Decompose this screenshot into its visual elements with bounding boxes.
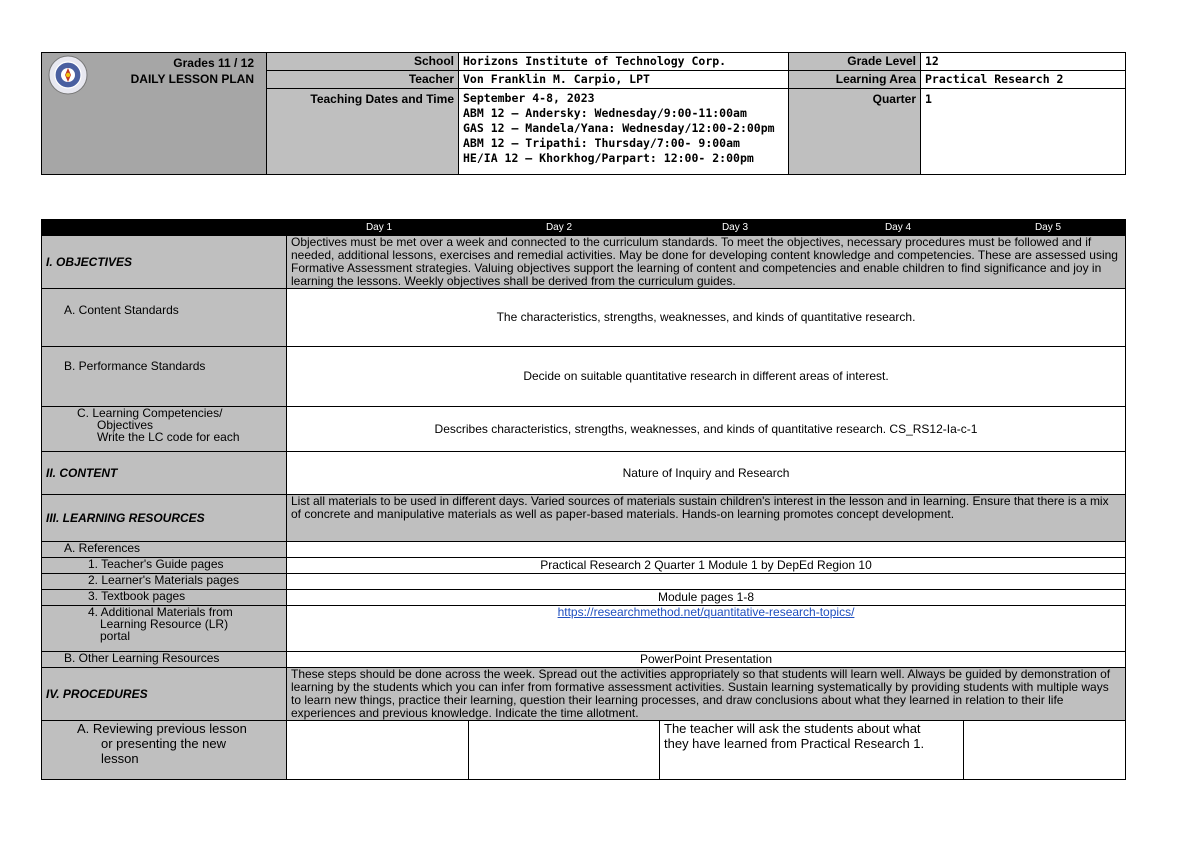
teachers-guide-label: 1. Teacher's Guide pages bbox=[42, 558, 287, 574]
day-label: Day 3 bbox=[721, 222, 749, 233]
dates-line: ABM 12 – Andersky: Wednesday/9:00-11:00am bbox=[463, 106, 747, 120]
procedure-a-day4 bbox=[964, 721, 1126, 780]
teachers-guide-value: Practical Research 2 Quarter 1 Module 1 by DepEd Region 10 bbox=[287, 558, 1126, 574]
references-label: A. References bbox=[42, 542, 287, 558]
content-row bbox=[42, 452, 1126, 495]
objectives-row bbox=[42, 236, 1126, 289]
lc-label-line: C. Learning Competencies/ bbox=[77, 406, 223, 420]
procedure-a-day2 bbox=[469, 721, 660, 780]
learning-competencies-value: Describes characteristics, strengths, weaknesses, and kinds of quantitative research. CS_RS12-Ia-c-1 bbox=[287, 407, 1126, 452]
day-label: Day 5 bbox=[1034, 222, 1062, 233]
learning-competencies-row bbox=[42, 407, 1126, 452]
learners-materials-label: 2. Learner's Materials pages bbox=[42, 574, 287, 590]
lr-portal-link[interactable]: https://researchmethod.net/quantitative-research-topics/ bbox=[557, 605, 855, 619]
dates-label: Teaching Dates and Time bbox=[267, 89, 459, 175]
resources-note: List all materials to be used in different days. Varied sources of materials sustain children's interest in the lesson and in learning. Ensure that there is a mix of concrete and manipulative materials as well as paper-based materials. Hands-on learning promotes concept development. bbox=[287, 495, 1126, 542]
lesson-plan-table bbox=[41, 219, 1126, 780]
am-label-line: portal bbox=[100, 629, 131, 643]
learners-materials-value bbox=[287, 574, 1126, 590]
references-value bbox=[287, 542, 1126, 558]
day-header-row bbox=[42, 220, 1126, 236]
textbook-row bbox=[42, 590, 1126, 606]
proc-a-label-line: or presenting the new bbox=[101, 736, 227, 751]
dates-line: September 4-8, 2023 bbox=[463, 91, 595, 105]
quarter-label: Quarter bbox=[789, 89, 921, 175]
other-resources-label: B. Other Learning Resources bbox=[42, 652, 287, 668]
school-value: Horizons Institute of Technology Corp. bbox=[459, 53, 789, 71]
day-header-blank bbox=[42, 220, 287, 236]
lc-label-line: Write the LC code for each bbox=[97, 430, 240, 444]
teacher-value: Von Franklin M. Carpio, LPT bbox=[459, 71, 789, 89]
grade-level-value: 12 bbox=[921, 53, 1126, 71]
learning-area-label: Learning Area bbox=[789, 71, 921, 89]
learning-area-value: Practical Research 2 bbox=[921, 71, 1126, 89]
teacher-label: Teacher bbox=[267, 71, 459, 89]
content-standards-label: A. Content Standards bbox=[42, 289, 287, 347]
title-dlp: DAILY LESSON PLAN bbox=[130, 72, 254, 86]
objectives-note: Objectives must be met over a week and connected to the curriculum standards. To meet the objectives, necessary procedures must be followed and if needed, additional lessons, exercises and remedial activities. May be done for developing content knowledge and competencies. These are assessed using Formative Assessment strategies. Valuing objectives support the learning of content and competencies and enable children to find significance and joy in learning the lessons. Weekly objectives shall be derived from the curriculum guides. bbox=[287, 236, 1126, 289]
textbook-label: 3. Textbook pages bbox=[42, 590, 287, 606]
content-standards-value: The characteristics, strengths, weaknesses, and kinds of quantitative research. bbox=[287, 289, 1126, 347]
procedures-title: IV. PROCEDURES bbox=[42, 668, 287, 721]
dates-line: HE/IA 12 – Khorkhog/Parpart: 12:00- 2:00pm bbox=[463, 151, 754, 165]
procedures-row bbox=[42, 668, 1126, 721]
procedure-a-label bbox=[42, 721, 287, 780]
content-value: Nature of Inquiry and Research bbox=[287, 452, 1126, 495]
learners-materials-row bbox=[42, 574, 1126, 590]
performance-standards-value: Decide on suitable quantitative research in different areas of interest. bbox=[287, 347, 1126, 407]
grade-level-label: Grade Level bbox=[789, 53, 921, 71]
title-cell bbox=[42, 53, 267, 175]
other-resources-value: PowerPoint Presentation bbox=[287, 652, 1126, 668]
quarter-value: 1 bbox=[921, 89, 1126, 175]
objectives-title: I. OBJECTIVES bbox=[42, 236, 287, 289]
resources-row bbox=[42, 495, 1126, 542]
learning-competencies-label bbox=[42, 407, 287, 452]
performance-standards-label: B. Performance Standards bbox=[42, 347, 287, 407]
references-row bbox=[42, 542, 1126, 558]
am-label-line: Learning Resource (LR) bbox=[100, 617, 229, 631]
textbook-value: Module pages 1-8 bbox=[287, 590, 1126, 606]
procedure-a-day1 bbox=[287, 721, 469, 780]
additional-materials-label bbox=[42, 606, 287, 652]
day-label: Day 2 bbox=[545, 222, 573, 233]
performance-standards-row bbox=[42, 347, 1126, 407]
resources-title: III. LEARNING RESOURCES bbox=[42, 495, 287, 542]
am-label-line: 4. Additional Materials from bbox=[88, 605, 233, 619]
additional-materials-value bbox=[287, 606, 1126, 652]
additional-materials-row bbox=[42, 606, 1126, 652]
school-label: School bbox=[267, 53, 459, 71]
procedure-a-day3: The teacher will ask the students about what they have learned from Practical Research 1. bbox=[660, 721, 964, 780]
day-label: Day 4 bbox=[884, 222, 912, 233]
procedures-note: These steps should be done across the week. Spread out the activities appropriately so that students will learn well. Always be guided by demonstration of learning by the students which you can infer from formative assessment activities. Sustain learning systematically by providing students with multiple ways to learn new things, practice their learning, question their learning processes, and draw conclusions about what they learned in relation to their life experiences and previous knowledge. Indicate the time allotment. bbox=[287, 668, 1126, 721]
title-grades: Grades 11 / 12 bbox=[173, 56, 254, 70]
other-resources-row bbox=[42, 652, 1126, 668]
dates-value bbox=[459, 89, 789, 175]
dates-line: GAS 12 – Mandela/Yana: Wednesday/12:00-2:00pm bbox=[463, 121, 775, 135]
day-label: Day 1 bbox=[365, 222, 393, 233]
content-standards-row bbox=[42, 289, 1126, 347]
procedure-a-row bbox=[42, 721, 1126, 780]
lc-label-line: Objectives bbox=[97, 418, 154, 432]
day-header-labels bbox=[287, 220, 1126, 236]
proc-a-label-line: A. Reviewing previous lesson bbox=[77, 721, 247, 736]
header-table bbox=[41, 52, 1126, 175]
proc-a-label-line: lesson bbox=[101, 751, 139, 766]
deped-seal-icon bbox=[48, 55, 88, 95]
dates-line: ABM 12 – Tripathi: Thursday/7:00- 9:00am bbox=[463, 136, 740, 150]
content-title: II. CONTENT bbox=[42, 452, 287, 495]
teachers-guide-row bbox=[42, 558, 1126, 574]
